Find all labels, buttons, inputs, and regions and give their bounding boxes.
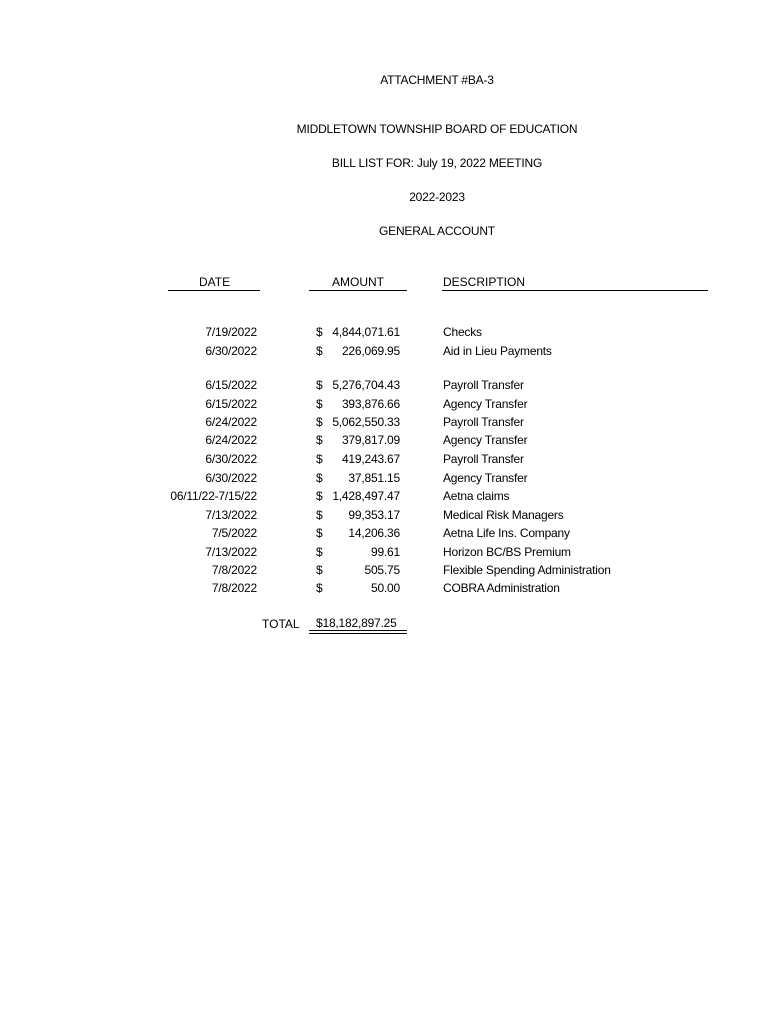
row-amount: 14,206.36 <box>348 526 400 540</box>
amount-header-rule <box>309 290 407 291</box>
row-date: 6/30/2022 <box>205 452 257 466</box>
row-amount: 505.75 <box>364 563 400 577</box>
row-currency-symbol: $ <box>316 378 323 392</box>
row-currency-symbol: $ <box>316 508 323 522</box>
row-date: 7/13/2022 <box>205 545 257 559</box>
row-date: 6/24/2022 <box>205 433 257 447</box>
row-amount: 393,876.66 <box>341 397 400 411</box>
row-description: Horizon BC/BS Premium <box>443 545 571 559</box>
row-description: Aid in Lieu Payments <box>443 344 552 358</box>
table-row <box>0 415 770 431</box>
table-row <box>0 452 770 468</box>
table-row <box>0 545 770 561</box>
fiscal-year: 2022-2023 <box>409 190 465 204</box>
row-currency-symbol: $ <box>316 325 323 339</box>
row-date: 7/5/2022 <box>211 526 257 540</box>
board-title: MIDDLETOWN TOWNSHIP BOARD OF EDUCATION <box>296 122 578 136</box>
row-description: Aetna Life Ins. Company <box>443 526 570 540</box>
table-row <box>0 325 770 341</box>
row-date: 7/8/2022 <box>211 581 257 595</box>
row-description: Flexible Spending Administration <box>443 563 611 577</box>
table-row <box>0 508 770 524</box>
row-description: Payroll Transfer <box>443 378 524 392</box>
date-header-rule <box>168 290 260 291</box>
table-row <box>0 526 770 542</box>
row-amount: 99.61 <box>370 545 400 559</box>
row-currency-symbol: $ <box>316 526 323 540</box>
table-row <box>0 433 770 449</box>
table-row <box>0 378 770 394</box>
row-description: COBRA Administration <box>443 581 560 595</box>
row-amount: 419,243.67 <box>341 452 400 466</box>
row-description: Agency Transfer <box>443 397 528 411</box>
table-row <box>0 344 770 360</box>
table-row <box>0 489 770 505</box>
row-amount: 4,844,071.61 <box>332 325 400 339</box>
table-row <box>0 563 770 579</box>
row-currency-symbol: $ <box>316 344 323 358</box>
description-header-rule <box>442 290 708 291</box>
row-description: Payroll Transfer <box>443 452 524 466</box>
row-date: 6/15/2022 <box>205 378 257 392</box>
row-date: 6/30/2022 <box>205 471 257 485</box>
account-title: GENERAL ACCOUNT <box>379 224 495 238</box>
row-currency-symbol: $ <box>316 581 323 595</box>
bill-list-title: BILL LIST FOR: July 19, 2022 MEETING <box>331 156 543 170</box>
row-amount: 5,062,550.33 <box>332 415 400 429</box>
table-row <box>0 471 770 487</box>
row-amount: 99,353.17 <box>348 508 400 522</box>
row-description: Checks <box>443 325 482 339</box>
row-date: 7/19/2022 <box>205 325 257 339</box>
row-currency-symbol: $ <box>316 433 323 447</box>
row-amount: 37,851.15 <box>348 471 400 485</box>
table-row <box>0 581 770 597</box>
row-amount: 1,428,497.47 <box>332 489 400 503</box>
row-date: 06/11/22-7/15/22 <box>170 489 257 503</box>
row-amount: 226,069.95 <box>341 344 400 358</box>
row-currency-symbol: $ <box>316 563 323 577</box>
row-currency-symbol: $ <box>316 415 323 429</box>
row-date: 7/8/2022 <box>211 563 257 577</box>
row-amount: 379,817.09 <box>341 433 400 447</box>
total-double-rule-bottom <box>309 633 407 634</box>
row-description: Aetna claims <box>443 489 510 503</box>
total-label: TOTAL <box>262 617 300 631</box>
total-double-rule-top <box>309 630 407 631</box>
row-date: 6/24/2022 <box>205 415 257 429</box>
attachment-label: ATTACHMENT #BA-3 <box>380 73 494 87</box>
row-currency-symbol: $ <box>316 452 323 466</box>
row-description: Medical Risk Managers <box>443 508 564 522</box>
row-currency-symbol: $ <box>316 471 323 485</box>
column-header-date: DATE <box>199 275 231 289</box>
row-currency-symbol: $ <box>316 489 323 503</box>
row-date: 6/30/2022 <box>205 344 257 358</box>
table-row <box>0 397 770 413</box>
row-amount: 50.00 <box>370 581 400 595</box>
row-date: 7/13/2022 <box>205 508 257 522</box>
row-date: 6/15/2022 <box>205 397 257 411</box>
row-currency-symbol: $ <box>316 397 323 411</box>
column-header-amount: AMOUNT <box>332 275 384 289</box>
total-amount: $18,182,897.25 <box>316 616 397 630</box>
row-amount: 5,276,704.43 <box>332 378 400 392</box>
row-description: Agency Transfer <box>443 433 528 447</box>
column-header-description: DESCRIPTION <box>443 275 526 289</box>
row-currency-symbol: $ <box>316 545 323 559</box>
row-description: Agency Transfer <box>443 471 528 485</box>
row-description: Payroll Transfer <box>443 415 524 429</box>
